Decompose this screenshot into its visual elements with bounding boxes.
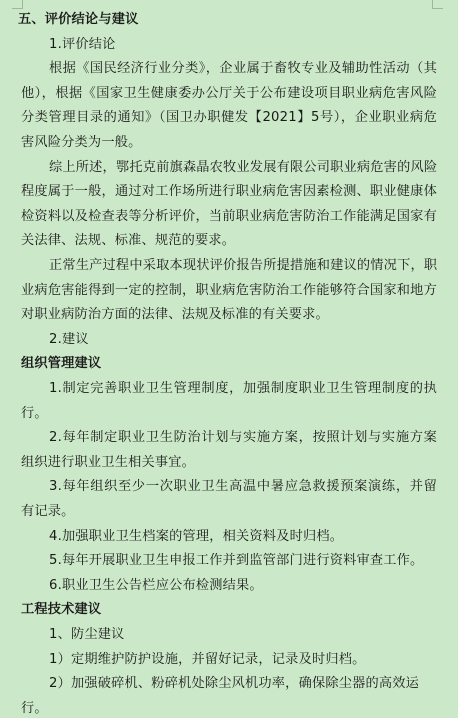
- list-item: 有记录。: [21, 504, 75, 519]
- list-item: 1、防尘建议: [49, 627, 125, 642]
- paragraph-line: 程度属于一般，通过对工作场所进行职业病危害因素检测、职业健康体: [21, 184, 437, 200]
- paragraph-line: 关法律、法规、标准、规范的要求。: [21, 233, 236, 249]
- list-item: 5.每年开展职业卫生申报工作并到监管部门进行资料审查工作。: [49, 553, 424, 569]
- paragraph-line: 正常生产过程中采取本现状评价报告所提措施和建议的情况下，职: [49, 258, 438, 273]
- list-item: 4.加强职业卫生档案的管理，相关资料及时归档。: [49, 528, 344, 544]
- paragraph-line: 分类管理目录的通知》（国卫办职健发【2021】5号），企业职业病危: [21, 110, 437, 126]
- list-item: 3.每年组织至少一次职业卫生高温中暑应急救援预案演练，并留: [49, 479, 437, 495]
- list-item: 组织进行职业卫生相关事宜。: [21, 454, 196, 470]
- paragraph-line: 业病危害能得到一定的控制，职业病危害防治工作能够符合国家和地方: [21, 282, 437, 298]
- org-management-title: 组织管理建议: [21, 356, 102, 372]
- page-corner-mark: [12, 0, 23, 9]
- list-item: 行。: [21, 405, 48, 421]
- list-item: 2）加强破碎机、粉碎机处除尘风机功率，确保除尘器的高效运: [49, 676, 420, 692]
- section-title: 五、评价结论与建议: [18, 12, 139, 27]
- list-item: 2.每年制定职业卫生防治计划与实施方案，按照计划与实施方案: [49, 430, 437, 446]
- subheading-conclusion: 1.评价结论: [49, 36, 116, 52]
- paragraph-line: 害风险分类为一般。: [21, 135, 142, 150]
- engineering-title: 工程技术建议: [21, 602, 102, 618]
- list-item: 6.职业卫生公告栏应公布检测结果。: [49, 577, 263, 593]
- paragraph-line: 根据《国民经济行业分类》，企业属于畜牧专业及辅助性活动（其: [49, 61, 437, 77]
- page-corner-mark: [432, 0, 443, 9]
- paragraph-line: 对职业病防治方面的法律、法规及标准的有关要求。: [21, 307, 329, 323]
- subheading-suggestions: 2.建议: [49, 331, 89, 347]
- list-item: 行。: [21, 700, 48, 716]
- paragraph-line: 他），根据《国家卫生健康委办公厅关于公布建设项目职业病危害风险: [21, 85, 437, 101]
- list-item: 1）定期维护防护设施，并留好记录，记录及时归档。: [49, 651, 366, 667]
- paragraph-line: 检资料以及检查表等分析评价，当前职业病危害防治工作能满足国家有: [21, 208, 437, 224]
- list-item: 1.制定完善职业卫生管理制度，加强制度职业卫生管理制度的执: [49, 381, 437, 396]
- paragraph-line: 综上所述，鄂托克前旗森晶农牧业发展有限公司职业病危害的风险: [49, 159, 438, 175]
